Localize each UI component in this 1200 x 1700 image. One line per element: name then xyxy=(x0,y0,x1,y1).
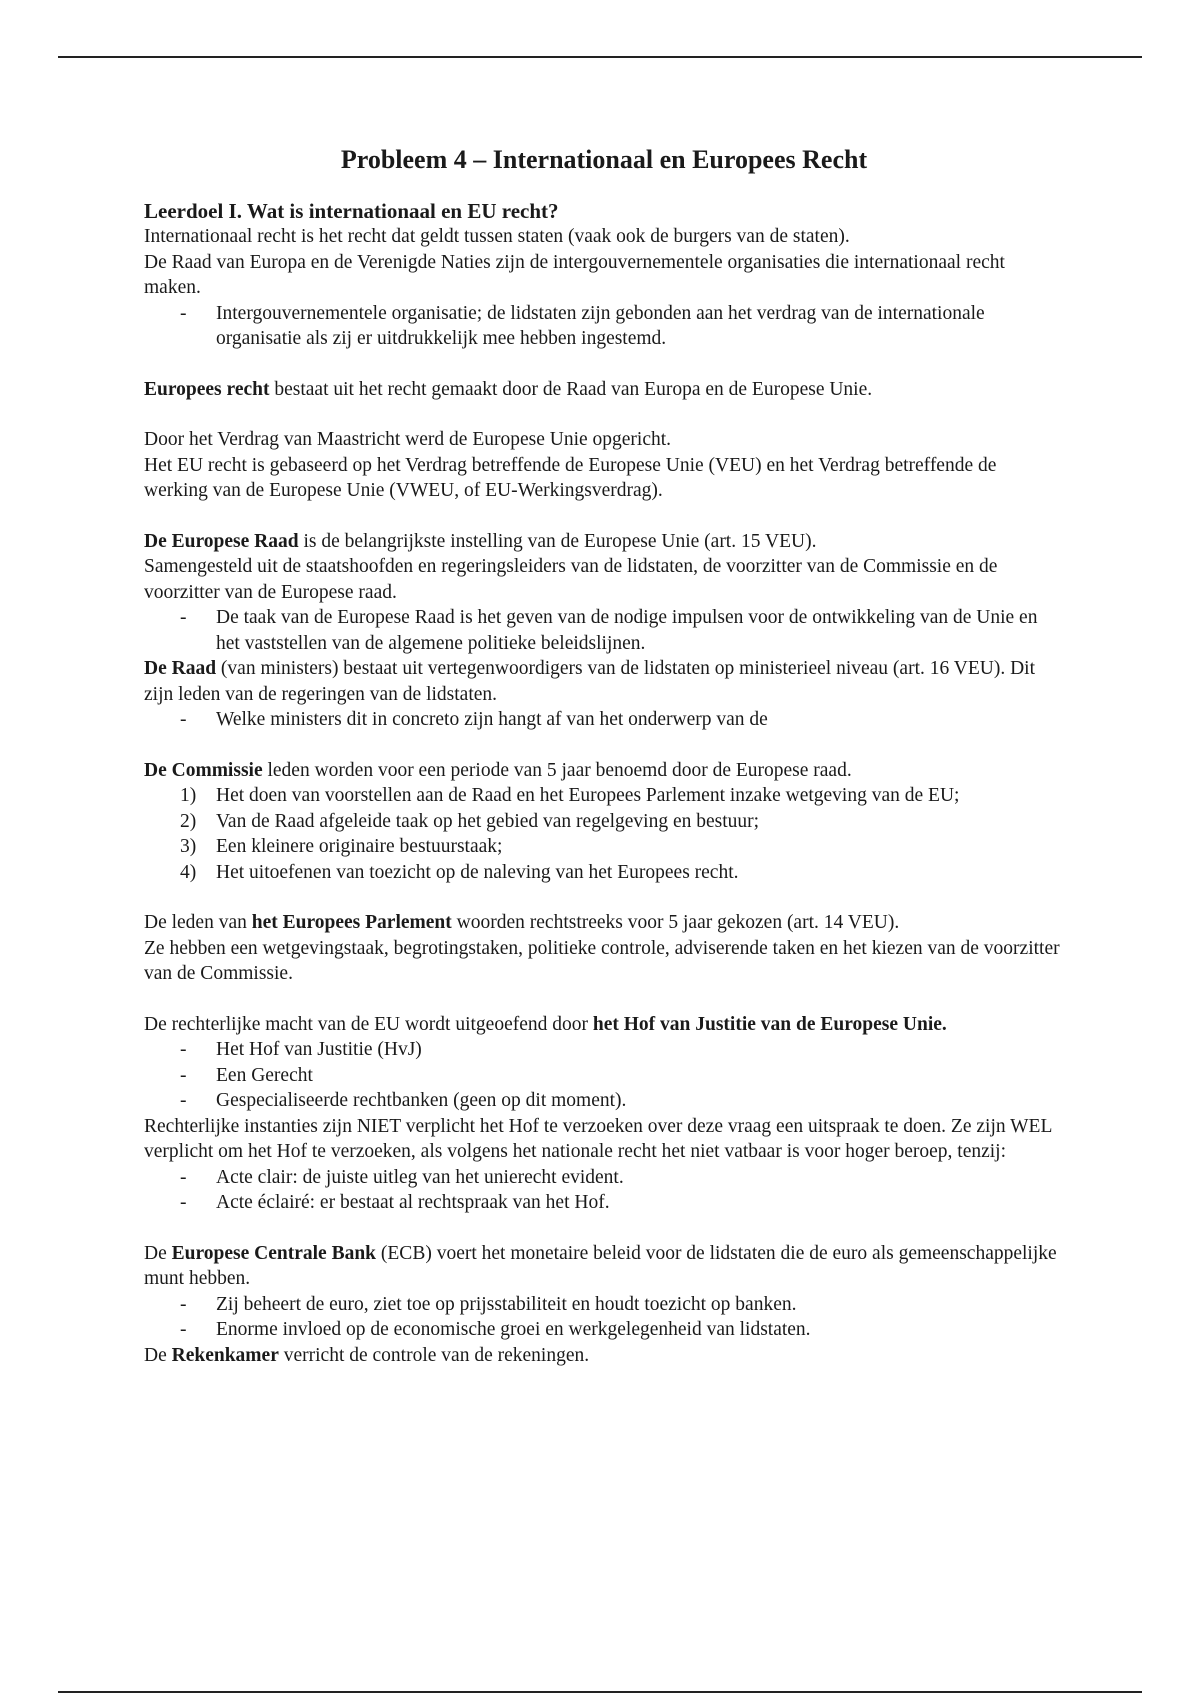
bold-term: Europese Centrale Bank xyxy=(171,1242,377,1264)
bold-term: De Commissie xyxy=(144,759,263,781)
bold-term: Rekenkamer xyxy=(171,1344,279,1366)
list-item: - Enorme invloed op de economische groei en werkgelegenheid van lidstaten. xyxy=(144,1317,1064,1343)
bullet-list xyxy=(144,1292,1064,1343)
paragraph: De Raad van Europa en de Verenigde Naties zijn de intergouvernementele organisaties die internationaal recht maken. xyxy=(144,251,1005,298)
list-item: - Een Gerecht xyxy=(144,1063,1064,1089)
list-item: 3) Een kleinere originaire bestuurstaak; xyxy=(180,836,503,857)
list-item: - Acte clair: de juiste uitleg van het unierecht evident. xyxy=(144,1165,1064,1191)
bullet-list xyxy=(144,1037,1064,1114)
document-body xyxy=(144,140,1064,1368)
section-heading: Leerdoel I. Wat is internationaal en EU recht? xyxy=(144,199,559,223)
bold-term: het Europees Parlement xyxy=(251,912,452,933)
bold-term: het Hof van Justitie van de Europese Unie. xyxy=(592,1013,947,1035)
paragraph: De leden van het Europees Parlement woorden rechtstreeks voor 5 jaar gekozen (art. 14 VEU). xyxy=(144,912,900,933)
numbered-list xyxy=(144,783,1064,885)
footer-rule xyxy=(58,1691,1142,1693)
paragraph: De Rekenkamer verricht de controle van de rekeningen. xyxy=(144,1344,590,1366)
paragraph: De Europese Raad is de belangrijkste instelling van de Europese Unie (art. 15 VEU). xyxy=(144,530,817,552)
list-item: 2) Van de Raad afgeleide taak op het gebied van regelgeving en bestuur; xyxy=(180,810,760,832)
list-item: 4) Het uitoefenen van toezicht op de naleving van het Europees recht. xyxy=(180,861,739,883)
paragraph: Rechterlijke instanties zijn NIET verplicht het Hof te verzoeken over deze vraag een uitspraak te doen. Ze zijn WEL verplicht om het Hof te verzoeken, als volgens het nationale recht het niet vatbaar is voor hoger beroep, tenzij: xyxy=(144,1115,1052,1162)
paragraph: Europees recht bestaat uit het recht gemaakt door de Raad van Europa en de Europese Unie. xyxy=(144,378,873,400)
paragraph: De rechterlijke macht van de EU wordt uitgeoefend door het Hof van Justitie van de Europese Unie. xyxy=(144,1013,947,1035)
list-item: 1) Het doen van voorstellen aan de Raad en het Europees Parlement inzake wetgeving van de EU; xyxy=(180,785,960,806)
list-item: - De taak van de Europese Raad is het geven van de nodige impulsen voor de ontwikkeling van de Unie en het vaststellen van de algemene politieke beleidslijnen. xyxy=(144,605,1064,656)
list-item: - Intergouvernementele organisatie; de lidstaten zijn gebonden aan het verdrag van de internationale organisatie als zij er uitdrukkelijk mee hebben ingestemd. xyxy=(144,301,1064,352)
bullet-list xyxy=(144,1165,1064,1216)
bullet-list xyxy=(144,707,1064,733)
paragraph: Ze hebben een wetgevingstaak, begrotingstaken, politieke controle, adviserende taken en het kiezen van de voorzitter van de Commissie. xyxy=(144,937,1060,984)
bullet-list xyxy=(144,301,1064,352)
paragraph: De Raad (van ministers) bestaat uit vertegenwoordigers van de lidstaten op ministerieel niveau (art. 16 VEU). Dit zijn leden van de regeringen van de lidstaten. xyxy=(144,658,1035,705)
list-item: - Zij beheert de euro, ziet toe op prijsstabiliteit en houdt toezicht op banken. xyxy=(144,1292,1064,1318)
bullet-list xyxy=(144,605,1064,656)
paragraph: De Commissie leden worden voor een periode van 5 jaar benoemd door de Europese raad. xyxy=(144,759,852,781)
bold-term: Europees recht xyxy=(144,378,270,400)
paragraph: Door het Verdrag van Maastricht werd de Europese Unie opgericht. xyxy=(144,429,672,450)
paragraph: Het EU recht is gebaseerd op het Verdrag betreffende de Europese Unie (VEU) en het Verdrag betreffende de werking van de Europese Unie (VWEU, of EU-Werkingsverdrag). xyxy=(144,454,997,501)
bold-term: De Raad xyxy=(144,658,217,679)
paragraph: De Europese Centrale Bank (ECB) voert het monetaire beleid voor de lidstaten die de euro als gemeenschappelijke munt hebben. xyxy=(144,1242,1057,1289)
list-item: - Welke ministers dit in concreto zijn hangt af van het onderwerp van de xyxy=(144,707,1064,733)
page-title: Probleem 4 – Internationaal en Europees Recht xyxy=(340,145,868,174)
paragraph: Internationaal recht is het recht dat geldt tussen staten (vaak ook de burgers van de staten). xyxy=(144,226,850,247)
header-rule xyxy=(58,56,1142,58)
list-item: - Acte éclairé: er bestaat al rechtspraak van het Hof. xyxy=(144,1190,1064,1216)
paragraph: Samengesteld uit de staatshoofden en regeringsleiders van de lidstaten, de voorzitter van de Commissie en de voorzitter van de Europese raad. xyxy=(144,556,998,603)
list-item: - Gespecialiseerde rechtbanken (geen op dit moment). xyxy=(144,1088,1064,1114)
list-item: - Het Hof van Justitie (HvJ) xyxy=(144,1037,1064,1063)
bold-term: De Europese Raad xyxy=(144,530,299,552)
